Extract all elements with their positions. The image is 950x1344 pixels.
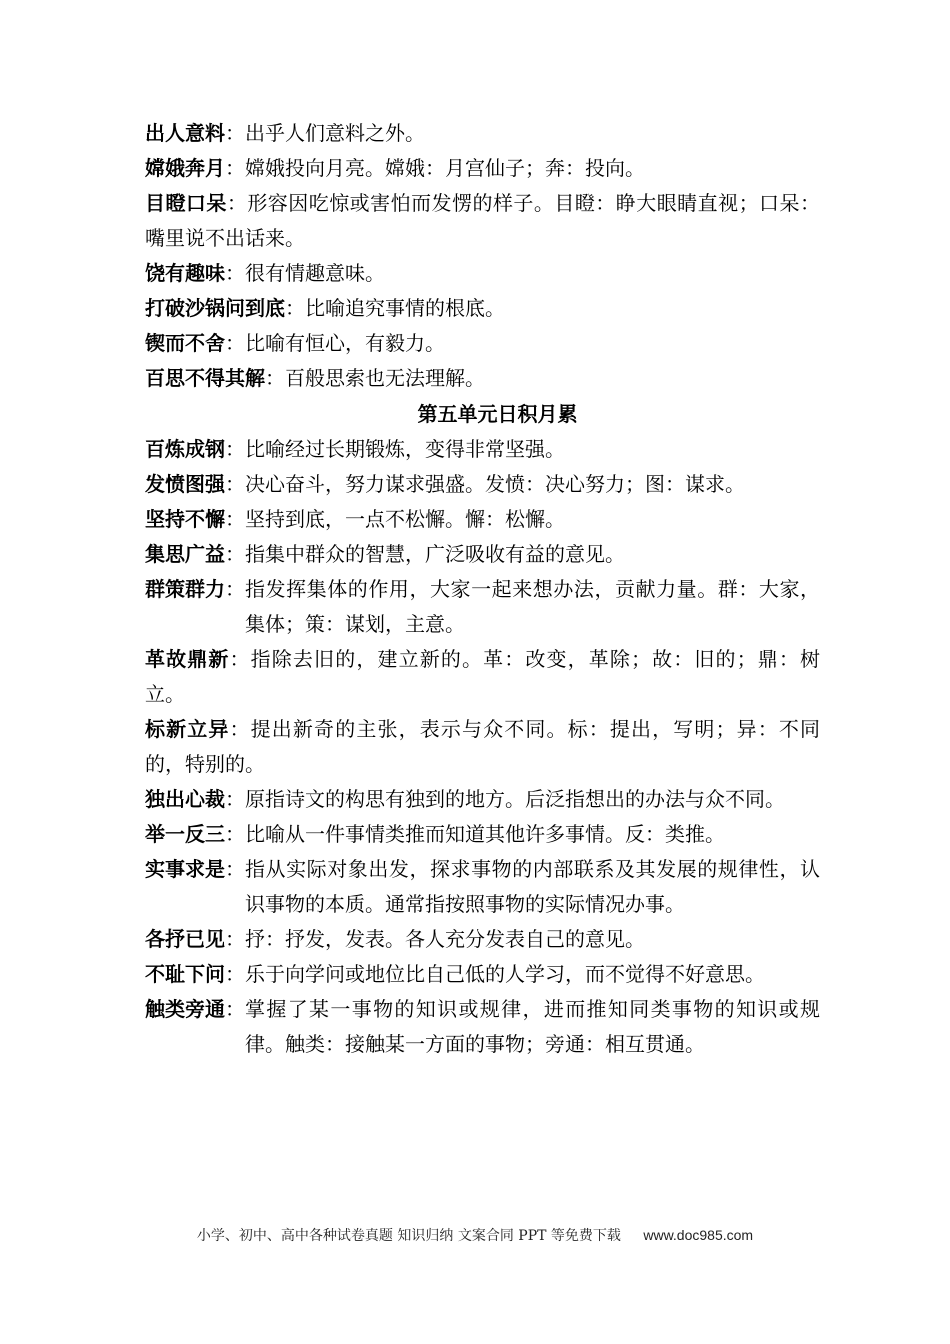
idiom-colon: ： bbox=[225, 577, 245, 601]
idiom-entry bbox=[145, 572, 820, 642]
idiom-list-bottom bbox=[145, 432, 820, 1062]
idiom-definition: 比喻追究事情的根底。 bbox=[305, 296, 505, 320]
idiom-colon: ： bbox=[225, 962, 245, 986]
idiom-colon: ： bbox=[229, 717, 251, 741]
section-title: 第五单元日积月累 bbox=[417, 402, 578, 426]
idiom-term: 锲而不舍 bbox=[145, 331, 225, 355]
idiom-colon: ： bbox=[225, 472, 245, 496]
idiom-term-wrap bbox=[145, 156, 245, 180]
idiom-entry bbox=[145, 712, 820, 782]
idiom-colon: ： bbox=[225, 261, 245, 285]
idiom-colon: ： bbox=[225, 121, 245, 145]
idiom-colon: ： bbox=[225, 822, 245, 846]
idiom-definition: 指除去旧的，建立新的。革：改变，革除；故：旧的；鼎：树立。 bbox=[145, 647, 821, 706]
idiom-term: 嫦娥奔月 bbox=[145, 156, 225, 180]
idiom-entry bbox=[145, 537, 820, 572]
idiom-term-wrap bbox=[145, 647, 251, 671]
document-body bbox=[145, 116, 820, 1062]
page-footer bbox=[0, 1223, 950, 1248]
idiom-term: 饶有趣味 bbox=[145, 261, 225, 285]
idiom-term-wrap bbox=[145, 962, 245, 986]
idiom-colon: ： bbox=[225, 542, 245, 566]
idiom-term-wrap bbox=[145, 191, 247, 215]
idiom-entry bbox=[145, 361, 820, 396]
idiom-colon: ： bbox=[225, 927, 245, 951]
idiom-term: 革故鼎新 bbox=[145, 647, 230, 671]
idiom-entry bbox=[145, 151, 820, 186]
idiom-list-top bbox=[145, 116, 820, 396]
idiom-definition: 原指诗文的构思有独到的地方。后泛指想出的办法与众不同。 bbox=[245, 787, 785, 811]
idiom-term: 目瞪口呆 bbox=[145, 191, 227, 215]
idiom-entry bbox=[145, 642, 820, 712]
idiom-entry bbox=[145, 186, 820, 256]
idiom-definition: 比喻经过长期锻炼，变得非常坚强。 bbox=[245, 437, 565, 461]
idiom-term-wrap bbox=[145, 852, 245, 922]
footer-site-link[interactable]: www.doc985.com bbox=[643, 1227, 754, 1243]
idiom-term-wrap bbox=[145, 717, 251, 741]
idiom-term: 独出心裁 bbox=[145, 787, 225, 811]
idiom-term-wrap bbox=[145, 927, 245, 951]
idiom-entry bbox=[145, 782, 820, 817]
idiom-entry bbox=[145, 922, 820, 957]
idiom-term-wrap bbox=[145, 261, 245, 285]
idiom-definition: 提出新奇的主张，表示与众不同。标：提出，写明；异：不同的，特别的。 bbox=[145, 717, 821, 776]
idiom-colon: ： bbox=[225, 997, 245, 1021]
idiom-term: 坚持不懈 bbox=[145, 507, 225, 531]
idiom-definition: 坚持到底，一点不松懈。懈：松懈。 bbox=[245, 507, 565, 531]
idiom-term-wrap bbox=[145, 472, 245, 496]
idiom-definition: 指发挥集体的作用，大家一起来想办法，贡献力量。群：大家，集体；策：谋划，主意。 bbox=[245, 577, 820, 636]
idiom-definition: 很有情趣意味。 bbox=[245, 261, 385, 285]
idiom-entry bbox=[145, 817, 820, 852]
idiom-term-wrap bbox=[145, 507, 245, 531]
idiom-term: 百炼成钢 bbox=[145, 437, 225, 461]
idiom-term: 各抒已见 bbox=[145, 927, 225, 951]
idiom-term: 发愤图强 bbox=[145, 472, 225, 496]
idiom-colon: ： bbox=[225, 507, 245, 531]
idiom-entry bbox=[145, 957, 820, 992]
idiom-term-wrap bbox=[145, 331, 245, 355]
idiom-term-wrap bbox=[145, 437, 245, 461]
footer-text: 小学、初中、高中各种试卷真题 知识归纳 文案合同 PPT 等免费下载 bbox=[196, 1228, 621, 1244]
idiom-term-wrap bbox=[145, 542, 245, 566]
idiom-term: 标新立异 bbox=[145, 717, 230, 741]
idiom-definition: 比喻从一件事情类推而知道其他许多事情。反：类推。 bbox=[245, 822, 725, 846]
idiom-term-wrap bbox=[145, 296, 305, 320]
idiom-definition: 形容因吃惊或害怕而发愣的样子。目瞪：睁大眼睛直视；口呆：嘴里说不出话来。 bbox=[145, 191, 820, 250]
idiom-colon: ： bbox=[226, 191, 248, 215]
idiom-definition: 抒：抒发，发表。各人充分发表自己的意见。 bbox=[245, 927, 645, 951]
idiom-term: 触类旁通 bbox=[145, 997, 225, 1021]
idiom-term-wrap bbox=[145, 366, 285, 390]
idiom-colon: ： bbox=[225, 156, 245, 180]
idiom-term: 不耻下问 bbox=[145, 962, 225, 986]
idiom-colon: ： bbox=[229, 647, 251, 671]
idiom-colon: ： bbox=[285, 296, 305, 320]
idiom-colon: ： bbox=[265, 366, 285, 390]
idiom-term-wrap bbox=[145, 572, 245, 642]
idiom-entry bbox=[145, 852, 820, 922]
idiom-term: 集思广益 bbox=[145, 542, 225, 566]
idiom-term-wrap bbox=[145, 822, 245, 846]
idiom-term: 百思不得其解 bbox=[145, 366, 265, 390]
idiom-entry bbox=[145, 467, 820, 502]
idiom-definition: 掌握了某一事物的知识或规律，进而推知同类事物的知识或规律。触类：接触某一方面的事物；旁通：相互贯通。 bbox=[245, 997, 820, 1056]
idiom-entry bbox=[145, 256, 820, 291]
idiom-colon: ： bbox=[225, 331, 245, 355]
idiom-term: 群策群力 bbox=[145, 577, 225, 601]
idiom-term-wrap bbox=[145, 992, 245, 1062]
idiom-term: 举一反三 bbox=[145, 822, 225, 846]
idiom-entry bbox=[145, 502, 820, 537]
idiom-term: 实事求是 bbox=[145, 857, 225, 881]
idiom-definition: 指集中群众的智慧，广泛吸收有益的意见。 bbox=[245, 542, 625, 566]
idiom-entry bbox=[145, 326, 820, 361]
idiom-definition: 决心奋斗，努力谋求强盛。发愤：决心努力；图：谋求。 bbox=[245, 472, 745, 496]
idiom-colon: ： bbox=[225, 787, 245, 811]
idiom-colon: ： bbox=[225, 437, 245, 461]
idiom-definition: 比喻有恒心，有毅力。 bbox=[245, 331, 445, 355]
idiom-term: 打破沙锅问到底 bbox=[145, 296, 285, 320]
idiom-definition: 出乎人们意料之外。 bbox=[245, 121, 425, 145]
idiom-term-wrap bbox=[145, 787, 245, 811]
idiom-colon: ： bbox=[225, 857, 245, 881]
idiom-entry bbox=[145, 432, 820, 467]
idiom-definition: 百般思索也无法理解。 bbox=[285, 366, 485, 390]
idiom-term-wrap bbox=[145, 121, 245, 145]
idiom-entry bbox=[145, 992, 820, 1062]
idiom-entry bbox=[145, 116, 820, 151]
idiom-definition: 指从实际对象出发，探求事物的内部联系及其发展的规律性，认识事物的本质。通常指按照事物的实际情况办事。 bbox=[245, 857, 820, 916]
idiom-term: 出人意料 bbox=[145, 121, 225, 145]
idiom-definition: 嫦娥投向月亮。嫦娥：月宫仙子；奔：投向。 bbox=[245, 156, 645, 180]
idiom-definition: 乐于向学问或地位比自己低的人学习，而不觉得不好意思。 bbox=[245, 962, 765, 986]
idiom-entry bbox=[145, 291, 820, 326]
